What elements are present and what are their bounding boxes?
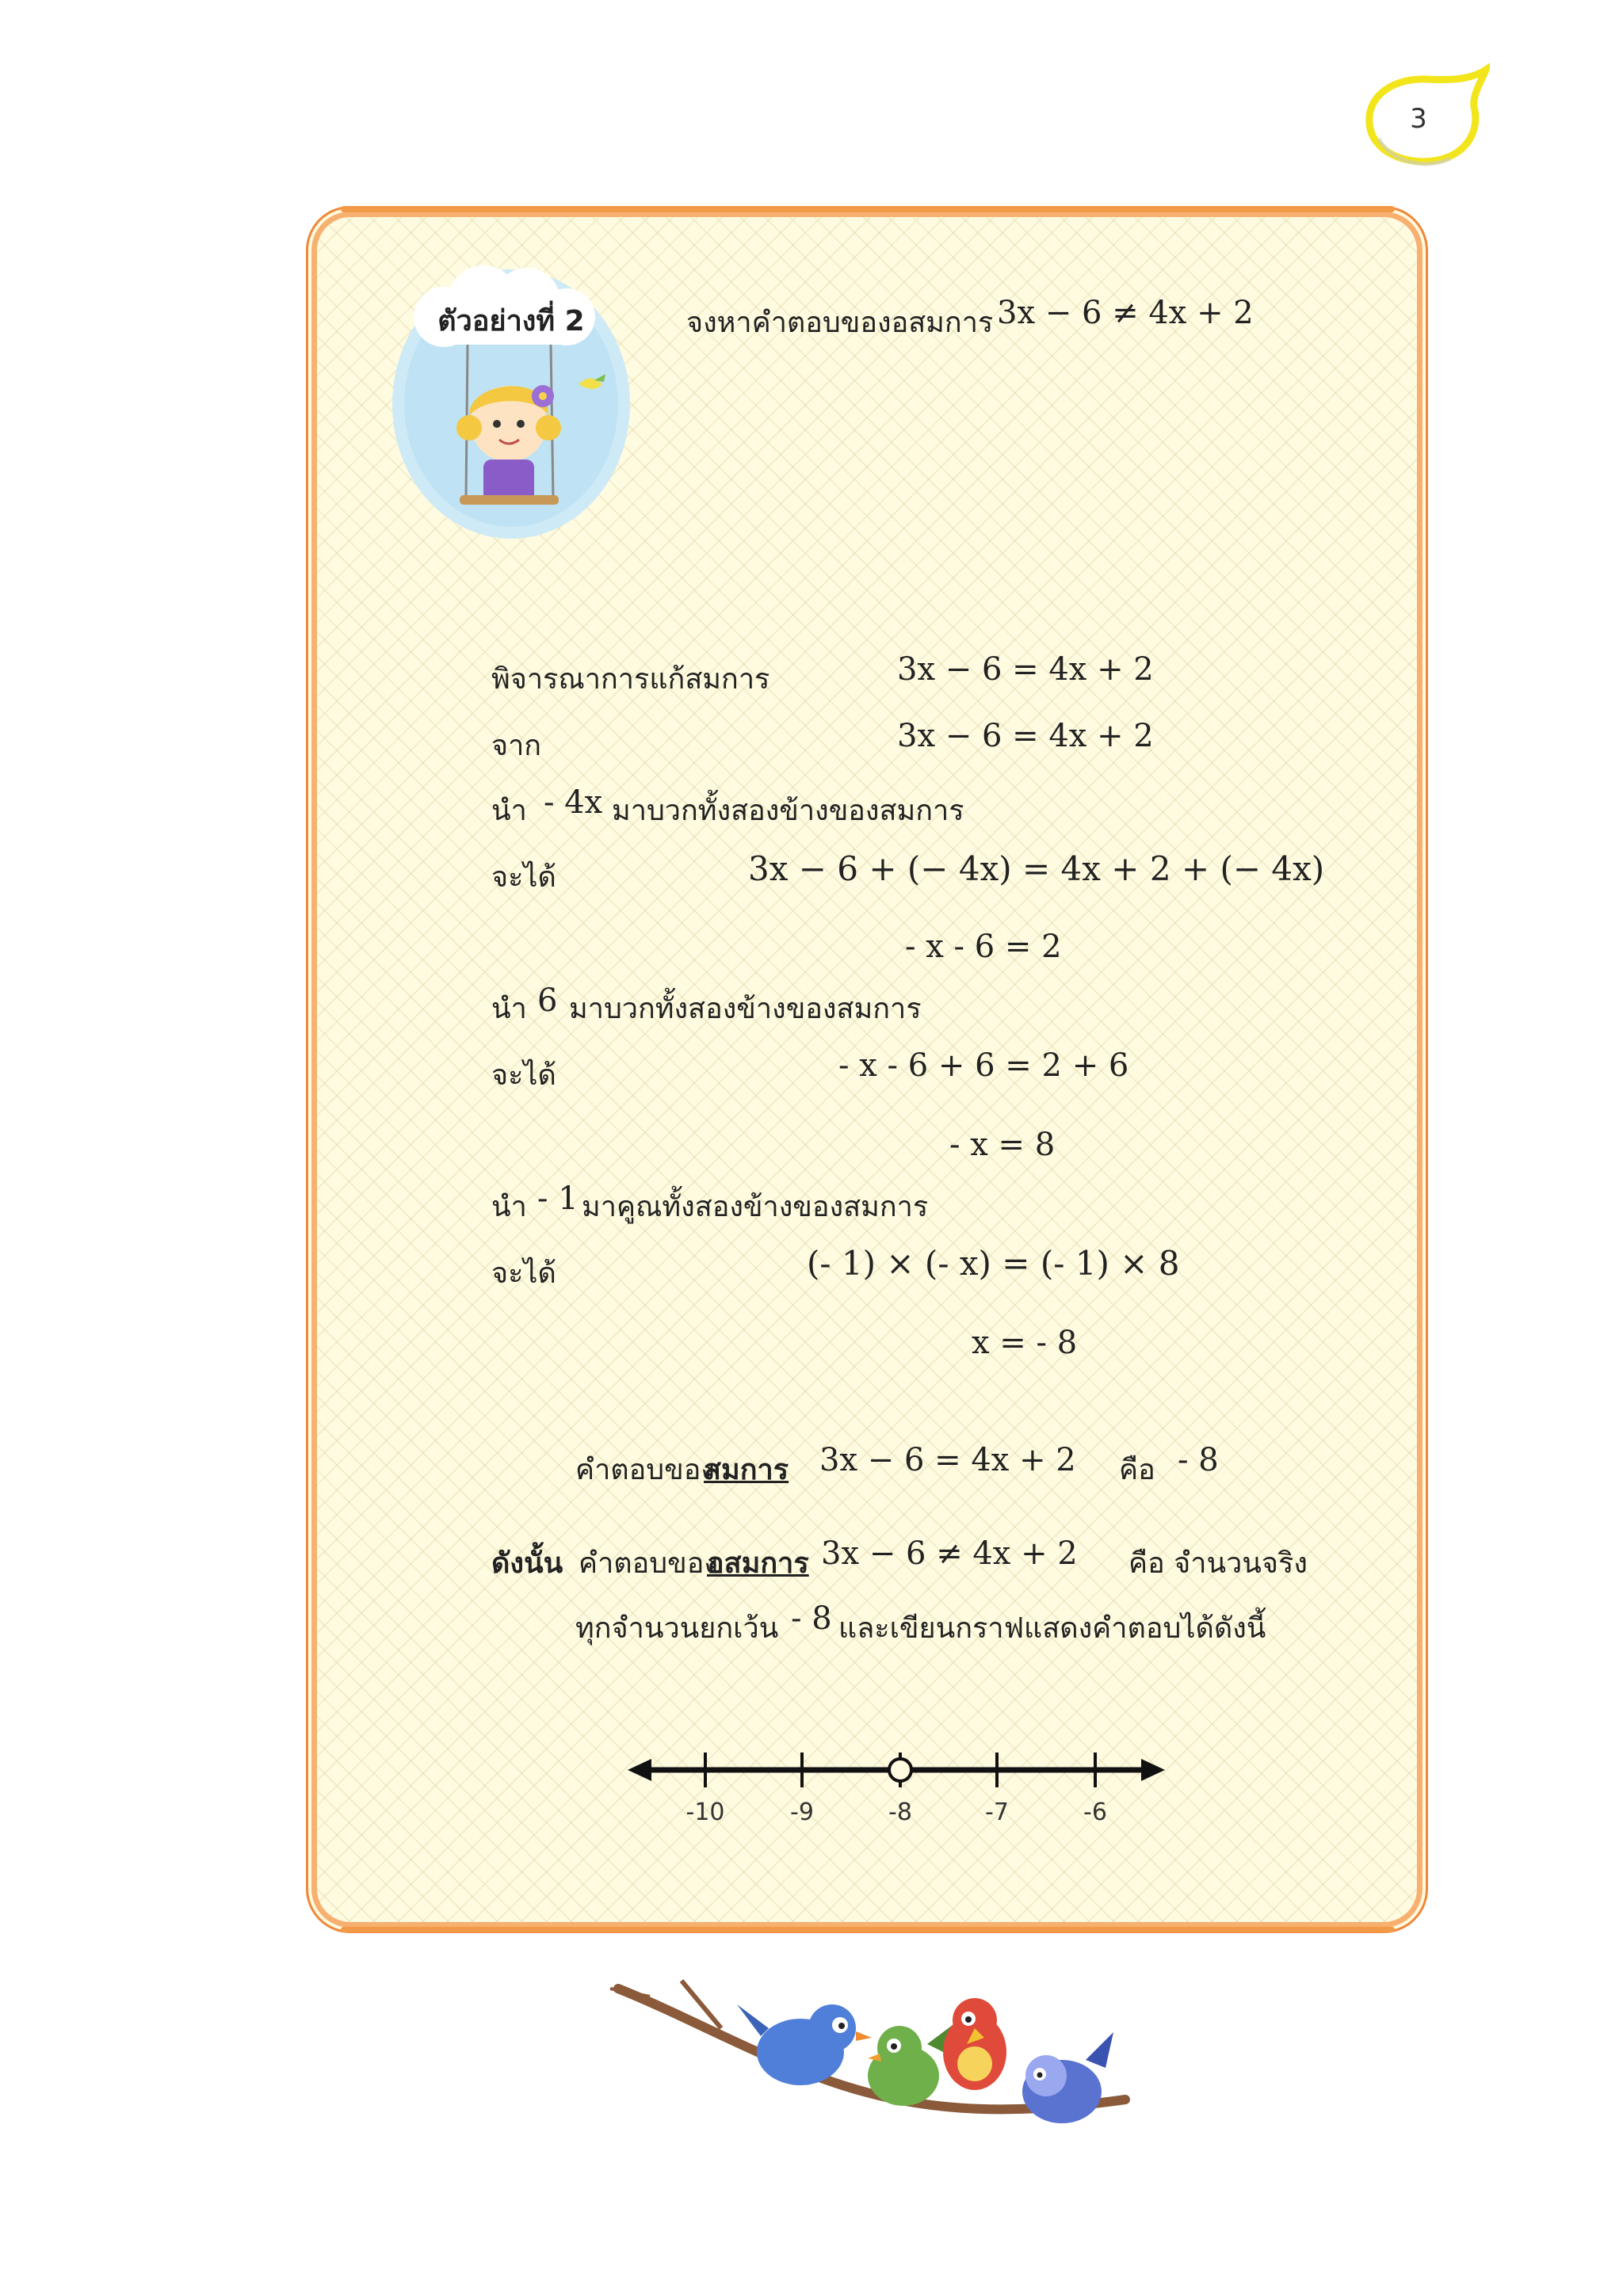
page-number-badge (1347, 63, 1490, 182)
get2-equation: - x - 6 + 6 = 2 + 6 (838, 1047, 1129, 1084)
step1-result: - x - 6 = 2 (905, 929, 1062, 965)
conclusion-line2-prefix: ทุกจำนวนยกเว้น (575, 1612, 779, 1645)
answer-value: - 8 (1178, 1442, 1219, 1478)
conclusion-is-real: คือ จำนวนจริง (1128, 1547, 1308, 1580)
get3-label: จะได้ (491, 1257, 556, 1290)
right-arrow-icon (1141, 1759, 1165, 1781)
from-label: จาก (491, 730, 542, 762)
get1-equation: 3x − 6 + (− 4x) = 4x + 2 + (− 4x) (748, 849, 1325, 888)
step3-result: x = - 8 (972, 1325, 1078, 1361)
get3-equation: (- 1) × (- x) = (- 1) × 8 (807, 1244, 1180, 1283)
girl-on-swing-illustration (380, 238, 650, 570)
tick-label: -7 (985, 1798, 1009, 1826)
add2-value: 6 (537, 982, 558, 1019)
tick-label: -10 (685, 1798, 725, 1826)
conclusion-word-inequality: อสมการ (707, 1547, 809, 1580)
card-bottom-border (341, 1927, 1395, 1932)
tick-label: -6 (1083, 1798, 1107, 1826)
answer-prefix: คำตอบของ (575, 1454, 715, 1486)
consider-equation: 3x − 6 = 4x + 2 (897, 651, 1154, 688)
get2-label: จะได้ (491, 1059, 556, 1092)
example-inequality: 3x − 6 ≠ 4x + 2 (997, 295, 1254, 331)
from-equation: 3x − 6 = 4x + 2 (897, 718, 1154, 754)
example-label: ตัวอย่างที่ 2 (437, 305, 585, 338)
conclusion-line2-suffix: และเขียนกราฟแสดงคำตอบได้ดังนี้ (838, 1612, 1266, 1645)
open-circle-icon (889, 1759, 911, 1781)
page-number: 3 (1410, 103, 1427, 135)
answer-word-equation: สมการ (704, 1454, 789, 1486)
conclusion-inequality: 3x − 6 ≠ 4x + 2 (821, 1535, 1078, 1572)
therefore-label: ดังนั้น (491, 1547, 563, 1580)
mul-prefix: นำ (491, 1191, 527, 1223)
add1-suffix: มาบวกทั้งสองข้างของสมการ (612, 795, 964, 827)
add2-suffix: มาบวกทั้งสองข้างของสมการ (569, 993, 922, 1025)
answer-is: คือ (1119, 1454, 1155, 1486)
mul-value: - 1 (537, 1180, 579, 1217)
tick-label: -8 (888, 1798, 912, 1826)
tick-label: -9 (790, 1798, 814, 1826)
card-top-border (341, 206, 1395, 212)
conclusion-prefix: คำตอบของ (579, 1547, 718, 1580)
get1-label: จะได้ (491, 861, 556, 894)
conclusion-line2-value: - 8 (791, 1600, 832, 1637)
purple-bird-icon (1022, 2032, 1113, 2123)
mul-suffix: มาคูณทั้งสองข้างของสมการ (582, 1191, 929, 1223)
add2-prefix: นำ (491, 993, 527, 1025)
answer-equation: 3x − 6 = 4x + 2 (819, 1442, 1076, 1478)
step2-result: - x = 8 (949, 1127, 1056, 1163)
birds-on-branch-illustration (602, 1965, 1157, 2139)
example-prompt: จงหาคำตอบของอสมการ (686, 307, 994, 339)
left-arrow-icon (628, 1759, 651, 1781)
add1-value: - 4x (544, 784, 603, 821)
consider-label: พิจารณาการแก้สมการ (491, 663, 770, 696)
add1-prefix: นำ (491, 795, 527, 827)
red-bird-icon (943, 1998, 1006, 2090)
blue-bird-icon (737, 2004, 872, 2085)
